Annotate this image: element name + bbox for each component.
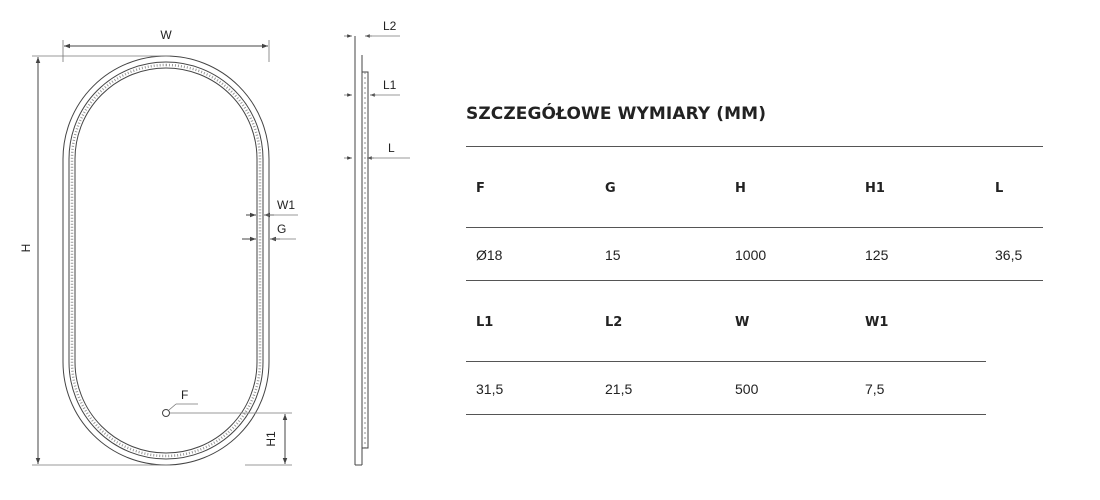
mirror-inner-outline xyxy=(75,68,257,453)
hole-marker xyxy=(163,410,170,417)
label-w: W xyxy=(160,28,172,42)
dimension-l xyxy=(344,141,410,158)
value-cell: 31,5 xyxy=(476,381,504,397)
label-l2: L2 xyxy=(383,19,397,33)
header-cell: H1 xyxy=(865,181,885,196)
value-cell: 125 xyxy=(865,247,889,263)
header-cell: W1 xyxy=(865,315,889,330)
value-cell: 1000 xyxy=(735,247,767,263)
table-header-row xyxy=(466,146,1043,227)
value-cell: Ø18 xyxy=(476,247,503,263)
dimension-f xyxy=(169,388,198,410)
label-l1: L1 xyxy=(383,78,397,92)
value-cell: 7,5 xyxy=(865,381,885,397)
technical-drawing xyxy=(0,0,450,500)
mirror-outer-outline xyxy=(63,56,269,465)
dimension-h1 xyxy=(170,413,292,465)
header-cell: L2 xyxy=(605,315,623,330)
spec-title: SZCZEGÓŁOWE WYMIARY (MM) xyxy=(466,104,767,124)
label-f: F xyxy=(181,388,189,402)
label-h: H xyxy=(19,243,33,253)
table-header-row xyxy=(466,280,1043,361)
dimensions-table xyxy=(466,146,1043,415)
label-l: L xyxy=(388,141,395,155)
table-row xyxy=(466,361,986,415)
label-w1: W1 xyxy=(277,198,295,212)
dimension-w1 xyxy=(246,198,298,215)
header-cell: F xyxy=(476,181,485,196)
header-cell: G xyxy=(605,181,616,196)
header-cell: L1 xyxy=(476,315,494,330)
dimension-l1 xyxy=(344,78,400,95)
mirror-frame-texture xyxy=(72,65,260,456)
mirror-front-view xyxy=(63,56,269,465)
dimension-w xyxy=(63,28,269,62)
label-g: G xyxy=(277,222,287,236)
value-cell: 36,5 xyxy=(995,247,1023,263)
value-cell: 21,5 xyxy=(605,381,633,397)
header-cell: W xyxy=(735,315,750,330)
dimension-l2 xyxy=(344,19,400,36)
dimension-h xyxy=(19,56,170,465)
label-h1: H1 xyxy=(264,431,278,447)
value-cell: 15 xyxy=(605,247,621,263)
table-row xyxy=(466,227,1043,280)
mirror-frame-outline xyxy=(69,62,263,459)
mirror-side-view xyxy=(355,36,368,465)
value-cell: 500 xyxy=(735,381,759,397)
header-cell: L xyxy=(995,181,1004,196)
header-cell: H xyxy=(735,181,746,196)
